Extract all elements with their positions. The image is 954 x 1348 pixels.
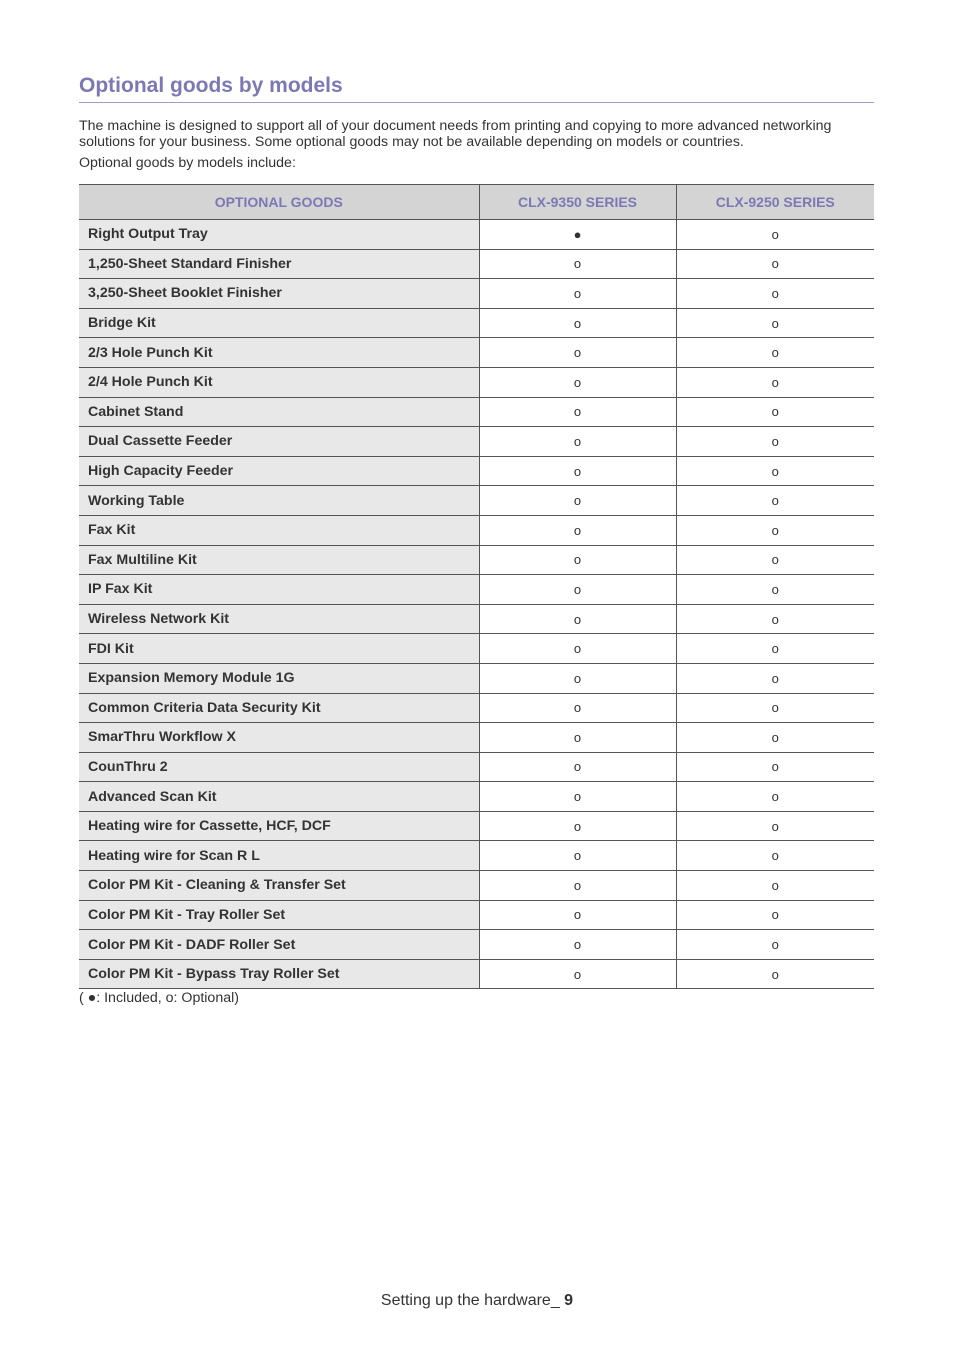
goods-name-cell: 2/3 Hole Punch Kit (79, 338, 479, 368)
clx-9250-availability-cell: o (676, 663, 874, 693)
clx-9350-availability-cell: o (479, 515, 676, 545)
table-row (79, 220, 874, 250)
clx-9350-availability-cell: o (479, 249, 676, 279)
table-row (79, 279, 874, 309)
clx-9250-availability-cell: o (676, 338, 874, 368)
goods-name-cell: SmarThru Workflow X (79, 723, 479, 753)
goods-name-cell: Wireless Network Kit (79, 604, 479, 634)
clx-9250-availability-cell: o (676, 782, 874, 812)
clx-9350-availability-cell: o (479, 782, 676, 812)
goods-name-cell: 1,250-Sheet Standard Finisher (79, 249, 479, 279)
goods-name-cell: Color PM Kit - DADF Roller Set (79, 930, 479, 960)
goods-name-cell: Right Output Tray (79, 220, 479, 250)
clx-9250-availability-cell: o (676, 723, 874, 753)
table-row (79, 604, 874, 634)
clx-9250-availability-cell: o (676, 220, 874, 250)
clx-9350-availability-cell: o (479, 752, 676, 782)
goods-name-cell: 3,250-Sheet Booklet Finisher (79, 279, 479, 309)
goods-name-cell: FDI Kit (79, 634, 479, 664)
clx-9350-availability-cell: o (479, 397, 676, 427)
goods-name-cell: Fax Kit (79, 515, 479, 545)
intro-paragraph: The machine is designed to support all of your document needs from printing and copying to more advanced networking solutions for your business. Some optional goods may not be available depending on models or countries. (79, 118, 832, 150)
clx-9350-availability-cell: o (479, 545, 676, 575)
table-row (79, 871, 874, 901)
clx-9350-availability-cell: o (479, 634, 676, 664)
clx-9350-availability-cell: o (479, 959, 676, 989)
clx-9250-availability-cell: o (676, 279, 874, 309)
clx-9250-availability-cell: o (676, 308, 874, 338)
goods-name-cell: Dual Cassette Feeder (79, 427, 479, 457)
table-row (79, 723, 874, 753)
table-row (79, 515, 874, 545)
clx-9350-availability-cell: ● (479, 220, 676, 250)
clx-9350-availability-cell: o (479, 930, 676, 960)
goods-name-cell: Fax Multiline Kit (79, 545, 479, 575)
clx-9350-availability-cell: o (479, 367, 676, 397)
goods-name-cell: CounThru 2 (79, 752, 479, 782)
goods-name-cell: High Capacity Feeder (79, 456, 479, 486)
clx-9350-availability-cell: o (479, 486, 676, 516)
table-row (79, 249, 874, 279)
table-row (79, 811, 874, 841)
table-row (79, 308, 874, 338)
clx-9250-availability-cell: o (676, 959, 874, 989)
clx-9250-availability-cell: o (676, 456, 874, 486)
table-row (79, 959, 874, 989)
table-row (79, 397, 874, 427)
clx-9250-availability-cell: o (676, 545, 874, 575)
footer-section-label: Setting up the hardware_ (380, 1292, 565, 1309)
table-row (79, 693, 874, 723)
clx-9350-availability-cell: o (479, 427, 676, 457)
goods-name-cell: Cabinet Stand (79, 397, 479, 427)
clx-9350-availability-cell: o (479, 663, 676, 693)
clx-9250-availability-cell: o (676, 427, 874, 457)
clx-9350-availability-cell: o (479, 841, 676, 871)
clx-9250-availability-cell: o (676, 575, 874, 605)
goods-name-cell: Color PM Kit - Tray Roller Set (79, 900, 479, 930)
clx-9250-availability-cell: o (676, 367, 874, 397)
clx-9250-availability-cell: o (676, 930, 874, 960)
clx-9350-availability-cell: o (479, 575, 676, 605)
clx-9250-availability-cell: o (676, 515, 874, 545)
clx-9350-availability-cell: o (479, 604, 676, 634)
header-clx-9350: CLX-9350 SERIES (479, 185, 676, 220)
table-row (79, 486, 874, 516)
header-clx-9250: CLX-9250 SERIES (676, 185, 874, 220)
table-row (79, 634, 874, 664)
clx-9250-availability-cell: o (676, 752, 874, 782)
clx-9250-availability-cell: o (676, 634, 874, 664)
table-body (79, 220, 874, 989)
table-row (79, 545, 874, 575)
goods-name-cell: Heating wire for Scan R L (79, 841, 479, 871)
goods-name-cell: Advanced Scan Kit (79, 782, 479, 812)
clx-9350-availability-cell: o (479, 456, 676, 486)
clx-9350-availability-cell: o (479, 871, 676, 901)
clx-9250-availability-cell: o (676, 604, 874, 634)
goods-name-cell: Heating wire for Cassette, HCF, DCF (79, 811, 479, 841)
clx-9250-availability-cell: o (676, 841, 874, 871)
table-row (79, 900, 874, 930)
clx-9250-availability-cell: o (676, 249, 874, 279)
goods-name-cell: IP Fax Kit (79, 575, 479, 605)
table-row (79, 782, 874, 812)
goods-name-cell: Bridge Kit (79, 308, 479, 338)
goods-name-cell: Color PM Kit - Bypass Tray Roller Set (79, 959, 479, 989)
clx-9250-availability-cell: o (676, 693, 874, 723)
page-footer (0, 1292, 954, 1310)
clx-9250-availability-cell: o (676, 397, 874, 427)
clx-9350-availability-cell: o (479, 308, 676, 338)
clx-9250-availability-cell: o (676, 871, 874, 901)
table-row (79, 456, 874, 486)
table-row (79, 367, 874, 397)
clx-9350-availability-cell: o (479, 338, 676, 368)
goods-name-cell: Color PM Kit - Cleaning & Transfer Set (79, 871, 479, 901)
table-row (79, 841, 874, 871)
table-header-row (79, 185, 874, 220)
table-row (79, 575, 874, 605)
title-divider (79, 102, 874, 103)
table-legend: ( ●: Included, o: Optional) (79, 990, 239, 1006)
clx-9350-availability-cell: o (479, 900, 676, 930)
clx-9250-availability-cell: o (676, 486, 874, 516)
clx-9350-availability-cell: o (479, 723, 676, 753)
table-row (79, 427, 874, 457)
footer-page-number: 9 (564, 1292, 574, 1309)
goods-name-cell: Expansion Memory Module 1G (79, 663, 479, 693)
intro-list-lead: Optional goods by models include: (79, 155, 296, 171)
page-title: Optional goods by models (79, 74, 343, 97)
clx-9250-availability-cell: o (676, 900, 874, 930)
clx-9350-availability-cell: o (479, 811, 676, 841)
clx-9250-availability-cell: o (676, 811, 874, 841)
clx-9350-availability-cell: o (479, 693, 676, 723)
header-optional-goods: OPTIONAL GOODS (79, 185, 479, 220)
goods-name-cell: Working Table (79, 486, 479, 516)
table-row (79, 752, 874, 782)
goods-name-cell: Common Criteria Data Security Kit (79, 693, 479, 723)
optional-goods-table (79, 184, 874, 989)
clx-9350-availability-cell: o (479, 279, 676, 309)
table-row (79, 930, 874, 960)
goods-name-cell: 2/4 Hole Punch Kit (79, 367, 479, 397)
table-row (79, 338, 874, 368)
table-row (79, 663, 874, 693)
